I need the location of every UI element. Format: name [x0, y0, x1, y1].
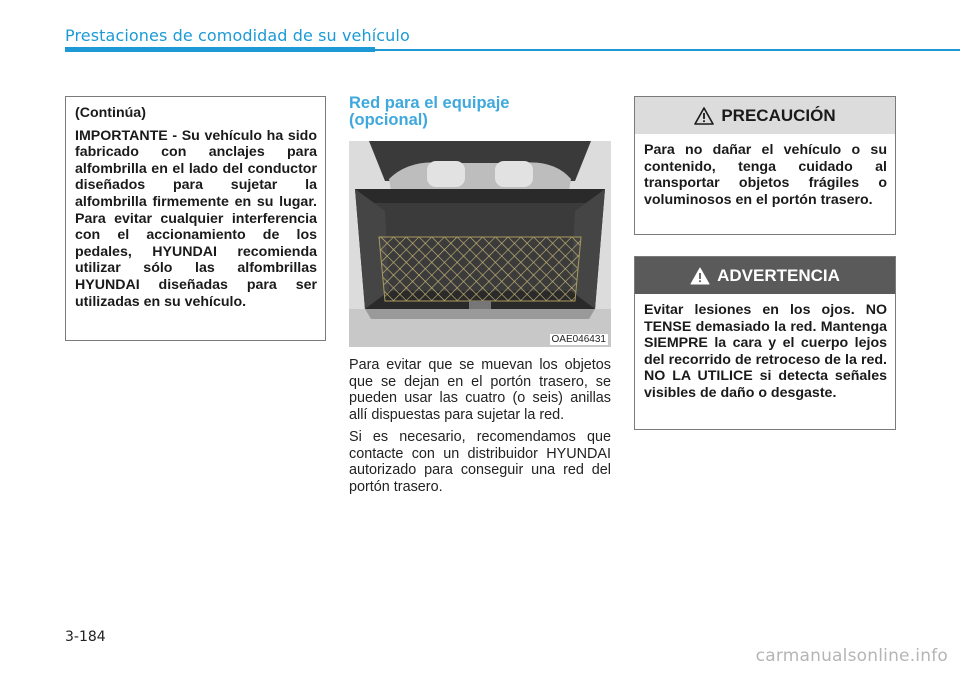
section-body: [349, 357, 611, 501]
continued-notice-box: [65, 96, 326, 341]
page-header-title: Prestaciones de comodidad de su vehículo: [65, 26, 410, 45]
paragraph-dealer: Si es necesario, recomendamos que contacte con un distribuidor HYUNDAI autorizado para conseguir una red del portón trasero.: [349, 429, 611, 495]
header-rule: [375, 49, 960, 51]
section-title-line1: Red para el equipaje: [349, 94, 510, 112]
watermark: carmanualsonline.info: [755, 646, 948, 666]
paragraph-rings: Para evitar que se muevan los objetos que se dejan en el portón trasero, se pueden usar las cuatro (o seis) anillas allí dispuestas para sujetar la red.: [349, 357, 611, 423]
header-accent-bar: [65, 47, 375, 52]
important-notice-text: IMPORTANTE - Su vehículo ha sido fabricado con anclajes para alfombrilla en el lado del conductor diseñados para sujetar la alfombrilla firmemente en su lugar. Para evitar cualquier interferencia con el accionamiento de los pedales, HYUNDAI recomienda utilizar sólo las alfombrillas HYUNDAI diseñadas para ser utilizadas en su vehículo.: [75, 127, 317, 310]
section-title: [349, 95, 609, 129]
page-number: 3-184: [65, 629, 106, 645]
caution-title: PRECAUCIÓN: [721, 105, 836, 125]
warning-title: ADVERTENCIA: [717, 265, 840, 285]
caution-header: [635, 97, 895, 134]
warning-box: [634, 256, 896, 430]
caution-box: [634, 96, 896, 235]
image-code: OAE046431: [551, 334, 606, 345]
warning-header: [635, 257, 895, 294]
continued-label: (Continúa): [75, 105, 146, 121]
section-title-line2: (opcional): [349, 111, 428, 129]
warning-text: Evitar lesiones en los ojos. NO TENSE demasiado la red. Mantenga SIEMPRE la cara y el cuerpo lejos del recorrido de retroceso de la red. NO LA UTILICE si detecta señales visibles de daño o desgaste.: [644, 302, 887, 401]
warning-triangle-icon: [694, 107, 714, 125]
warning-triangle-filled-icon: [690, 267, 710, 285]
cargo-net-illustration: [349, 141, 611, 347]
cargo-net-photo: [349, 141, 611, 347]
caution-text: Para no dañar el vehículo o su contenido, tenga cuidado al transportar objetos frágiles o voluminosos en el portón trasero.: [644, 142, 887, 208]
